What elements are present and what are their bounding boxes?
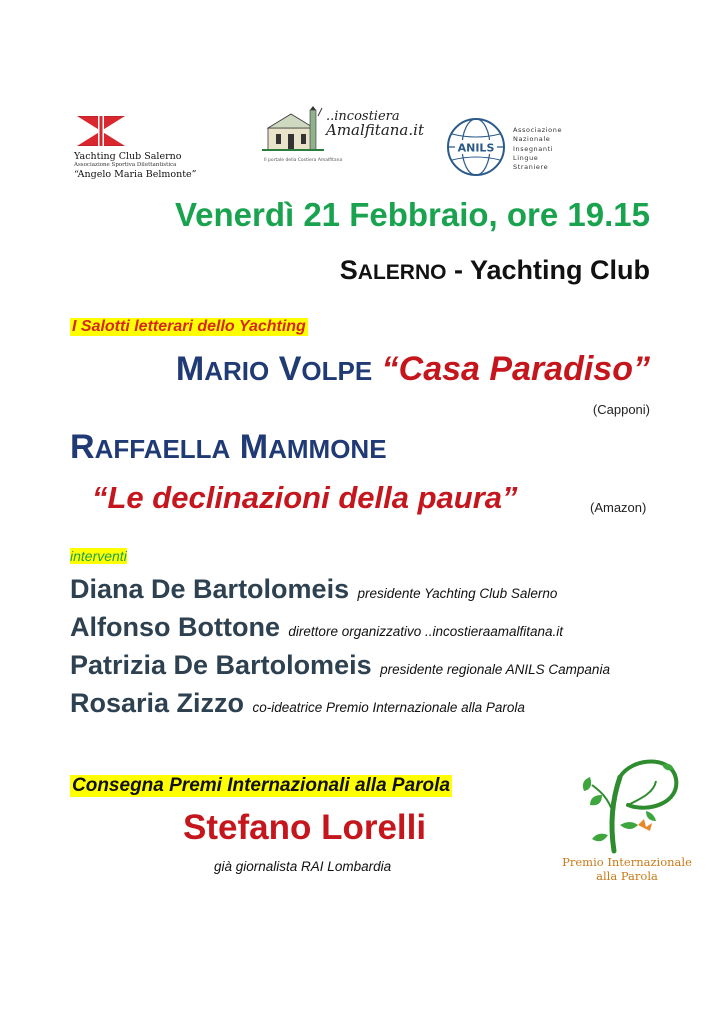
author-2-publisher: (Amazon) xyxy=(590,500,647,515)
venue-separator: - xyxy=(453,255,463,285)
speaker-role: presidente Yachting Club Salerno xyxy=(357,586,558,601)
award-winner-role: già giornalista RAI Lombardia xyxy=(214,859,392,874)
vine-letter-p-icon xyxy=(562,755,692,855)
premio-logo xyxy=(562,755,692,895)
venue-city-rest: ALERNO xyxy=(357,261,447,284)
anils-logo xyxy=(443,114,573,184)
speaker-role: co-ideatrice Premio Internazionale alla Parola xyxy=(252,700,525,715)
author-2-name xyxy=(70,428,387,467)
venue-city-initial: S xyxy=(339,255,358,285)
anils-word: Insegnanti xyxy=(513,144,554,153)
anils-acronym: ANILS xyxy=(457,141,495,155)
interventi-label: interventi xyxy=(70,548,127,564)
anils-word: Straniere xyxy=(513,163,549,172)
premio-line1: Premio Internazionale xyxy=(562,855,692,869)
incostiera-line1: ..incostiera xyxy=(326,109,400,124)
venue-place: Yachting Club xyxy=(469,255,650,285)
anils-word: Nazionale xyxy=(513,135,551,144)
author-1-first-initial: M xyxy=(175,350,205,388)
speaker-row xyxy=(70,650,670,688)
anils-word: Associazione xyxy=(513,126,563,134)
speaker-role: direttore organizzativo ..incostieraamalfitana.it xyxy=(288,624,564,639)
author-1-first: ARIO xyxy=(204,356,270,386)
yachting-club-logo xyxy=(72,116,197,186)
author-1-last: OLPE xyxy=(301,356,373,386)
author-1-last-initial: V xyxy=(278,350,302,388)
speakers-list xyxy=(70,574,670,726)
author-2-last: AMMONE xyxy=(268,434,387,464)
speaker-row xyxy=(70,612,670,650)
speaker-row xyxy=(70,574,670,612)
author-2-first-initial: R xyxy=(70,428,95,466)
event-date: Venerdì 21 Febbraio, ore 19.15 xyxy=(174,196,650,233)
venue-city xyxy=(339,255,447,285)
incostiera-tagline: Il portale della Costiera Amalfitana xyxy=(264,158,343,163)
speaker-name: Diana De Bartolomeis xyxy=(70,574,350,604)
author-1-book: “Casa Paradiso” xyxy=(381,350,650,388)
yachting-club-name: Yachting Club Salerno xyxy=(74,151,182,162)
series-label: I Salotti letterari dello Yachting xyxy=(72,318,306,335)
event-venue xyxy=(340,255,650,286)
premio-line2: alla Parola xyxy=(596,869,658,883)
amalfi-cathedral-icon xyxy=(262,106,324,156)
premio-caption xyxy=(562,855,692,883)
author-2-first: AFFAELLA xyxy=(94,434,231,464)
speaker-row xyxy=(70,688,670,726)
author-2-book: “Le declinazioni della paura” xyxy=(92,480,518,515)
anils-words xyxy=(513,126,562,172)
author-1-publisher: (Capponi) xyxy=(592,402,650,417)
speaker-role: presidente regionale ANILS Campania xyxy=(380,662,610,677)
speaker-name: Rosaria Zizzo xyxy=(70,688,245,718)
yachting-club-dedication: “Angelo Maria Belmonte” xyxy=(74,169,197,180)
speaker-name: Alfonso Bottone xyxy=(70,612,280,642)
award-heading: Consegna Premi Internazionali alla Parola xyxy=(72,775,451,796)
yachting-club-subtitle: Associazione Sportiva Dilettantistica xyxy=(74,162,177,168)
globe-icon xyxy=(443,114,509,180)
author-1-line xyxy=(176,350,650,389)
incostiera-line2: Amalfitana.it xyxy=(326,121,424,139)
speaker-name: Patrizia De Bartolomeis xyxy=(70,650,372,680)
yachting-flag-icon xyxy=(77,116,125,146)
incostiera-logo xyxy=(262,106,424,166)
author-1-name xyxy=(176,350,372,388)
award-winner: Stefano Lorelli xyxy=(183,808,427,847)
author-2-last-initial: M xyxy=(239,428,269,466)
anils-word: Lingue xyxy=(513,153,539,162)
